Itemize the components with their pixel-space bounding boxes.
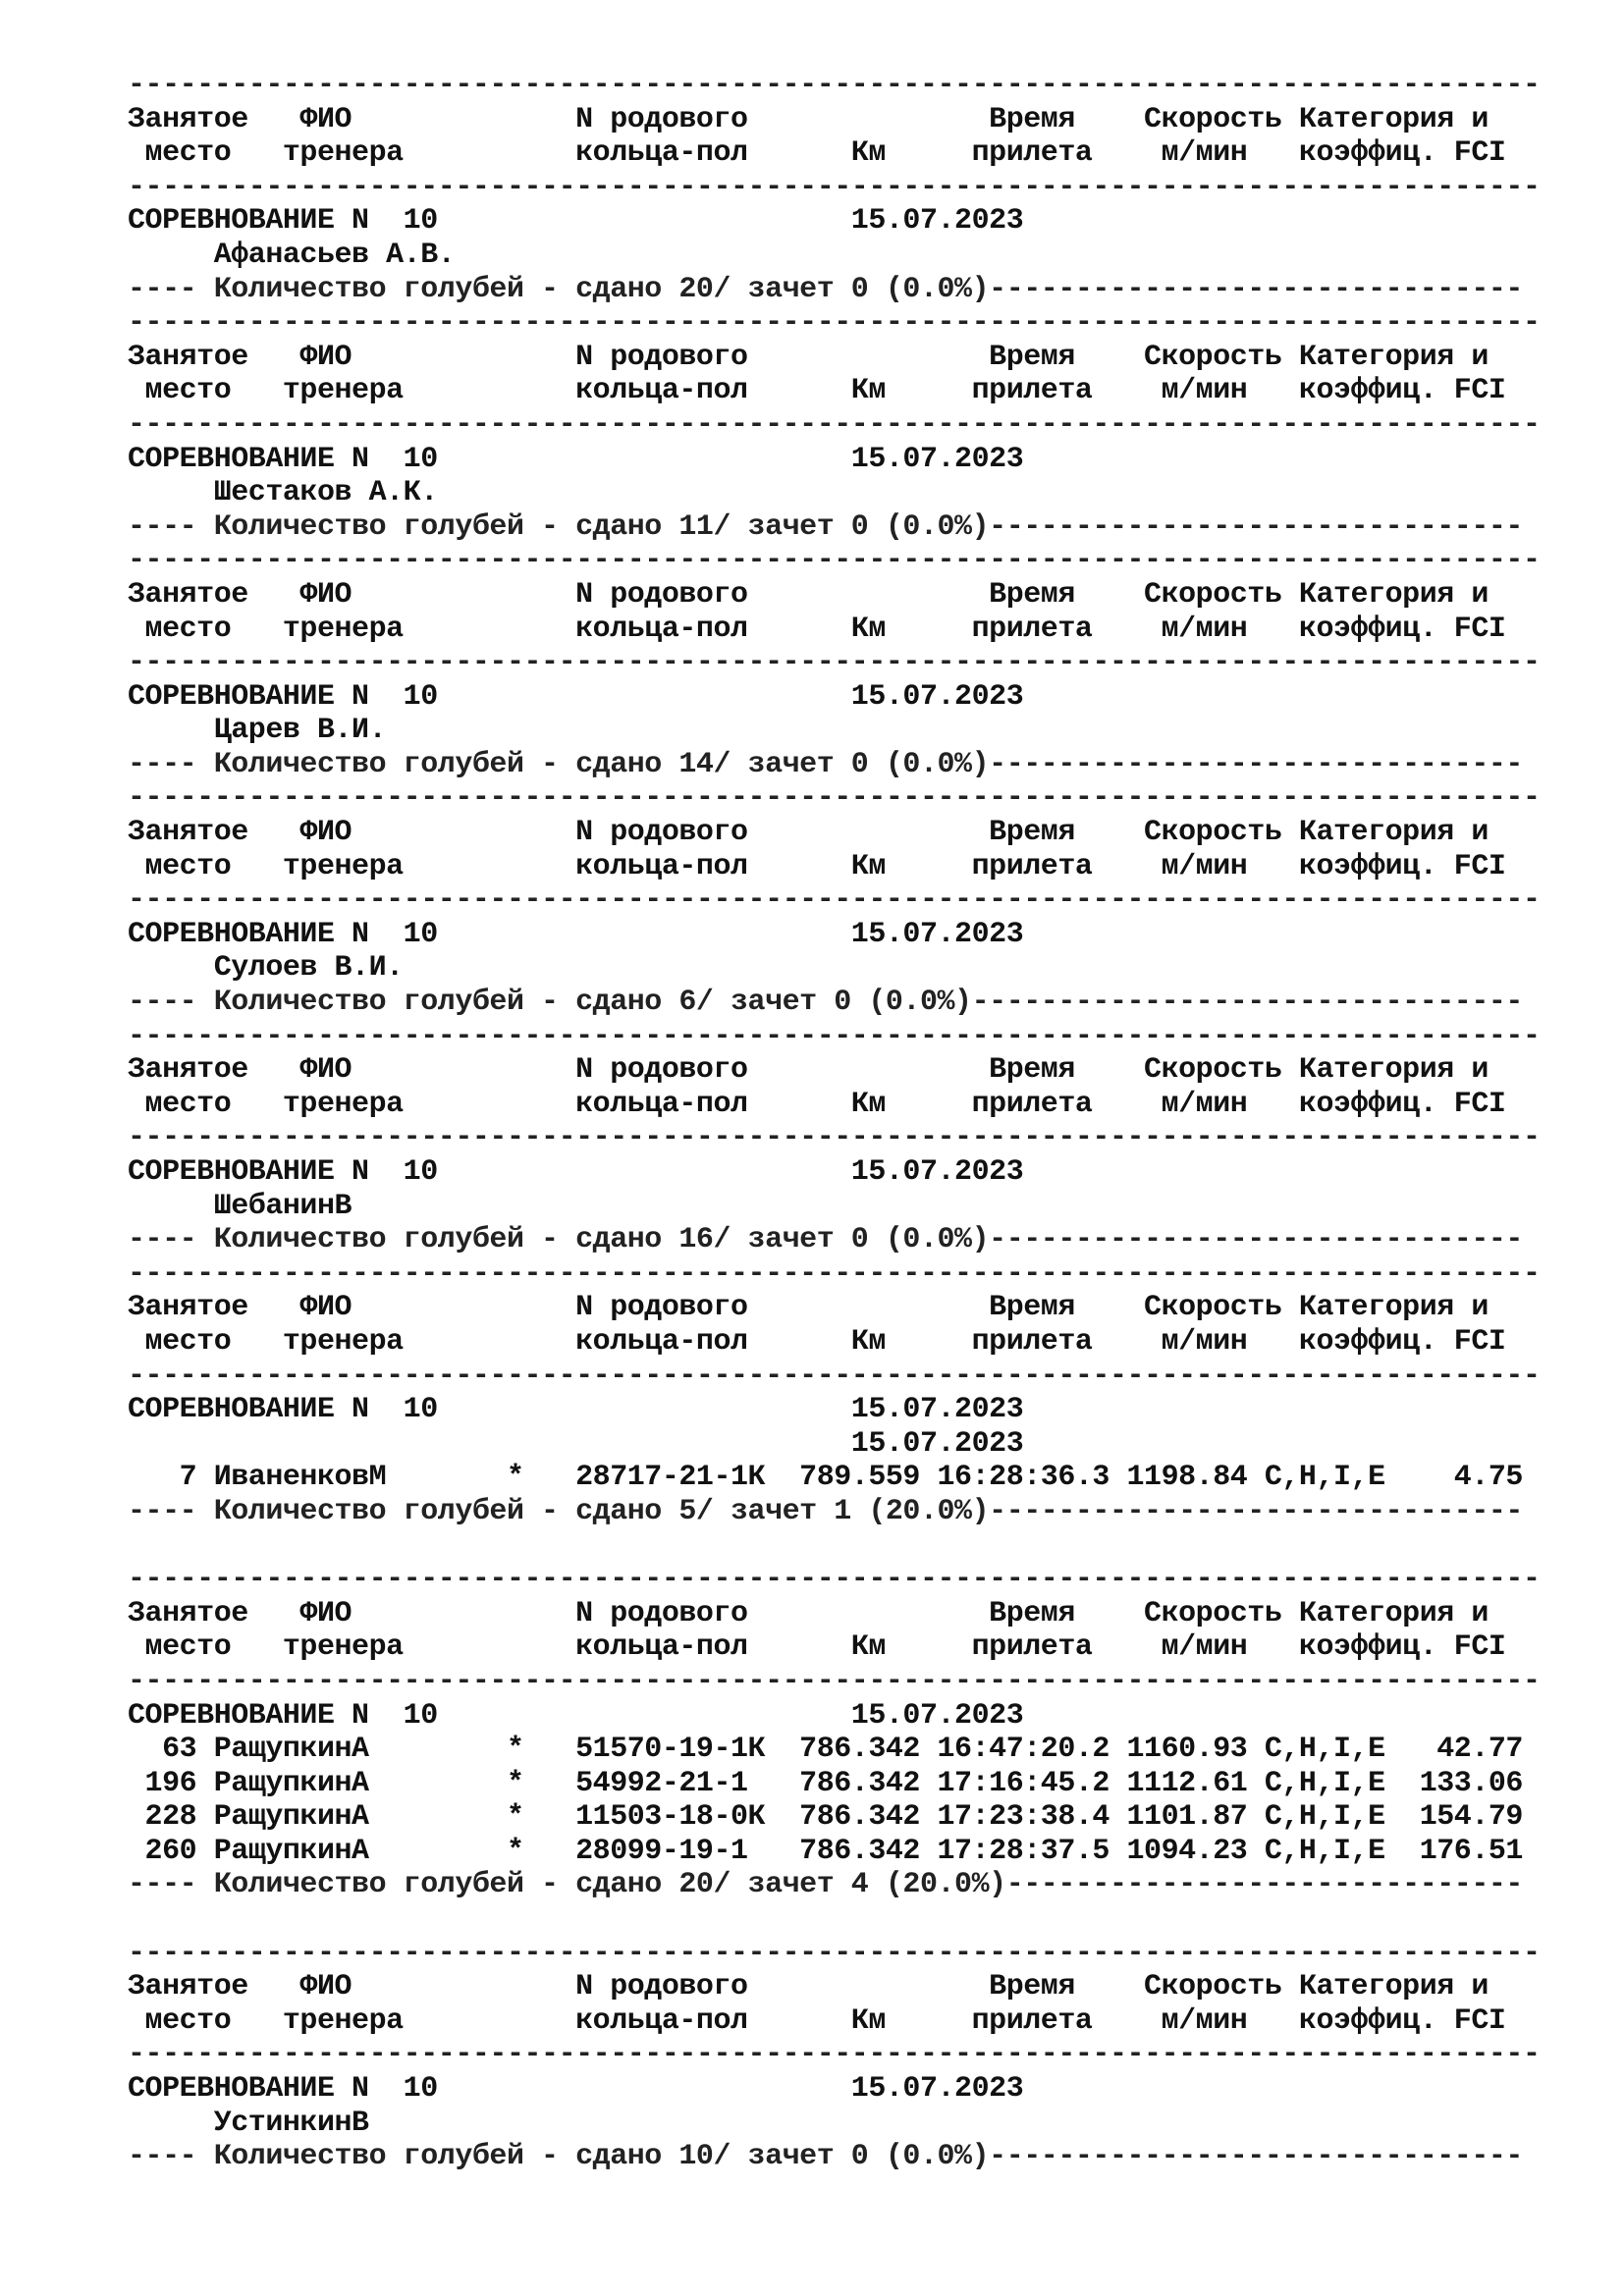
competition-line: СОРЕВНОВАНИЕ N 10 15.07.2023 [128, 679, 1024, 714]
separator-line: ---------------------------------------------------------------------------------- [128, 1664, 1541, 1698]
separator-line: ---------------------------------------------------------------------------------- [128, 781, 1541, 816]
result-row: 260 РащупкинА * 28099-19-1 786.342 17:28:37.5 1094.23 C,H,I,E 176.51 [128, 1834, 1523, 1868]
column-header-line-1: Занятое ФИО N родового Время Скорость Категория и [128, 577, 1489, 612]
result-row: 7 ИваненковМ * 28717-21-1К 789.559 16:28:36.3 1198.84 C,H,I,E 4.75 [128, 1461, 1523, 1495]
separator-line: ---------------------------------------------------------------------------------- [128, 170, 1541, 204]
column-header-line-2: место тренера кольца-пол Км прилета м/мин коэффиц. FCI [128, 2003, 1506, 2038]
summary-line: ---- Количество голубей - сдано 6/ зачет 0 (0.0%)-------------------------------- [128, 986, 1523, 1020]
blank-line [128, 1902, 1541, 1937]
separator-line: ---------------------------------------------------------------------------------- [128, 407, 1541, 442]
separator-line: ---------------------------------------------------------------------------------- [128, 544, 1541, 578]
summary-line: ---- Количество голубей - сдано 10/ зачет 0 (0.0%)------------------------------- [128, 2140, 1523, 2174]
column-header-line-2: место тренера кольца-пол Км прилета м/мин коэффиц. FCI [128, 849, 1506, 883]
competition-line: СОРЕВНОВАНИЕ N 10 15.07.2023 [128, 2072, 1024, 2107]
separator-line: ---------------------------------------------------------------------------------- [128, 1121, 1541, 1155]
column-header-line-1: Занятое ФИО N родового Время Скорость Категория и [128, 1596, 1489, 1630]
summary-line: ---- Количество голубей - сдано 20/ зачет 0 (0.0%)------------------------------- [128, 272, 1523, 306]
trainer-name: Шестаков А.К. [128, 476, 438, 510]
separator-line: ---------------------------------------------------------------------------------- [128, 646, 1541, 680]
trainer-name: Царев В.И. [128, 714, 387, 748]
separator-line: ---------------------------------------------------------------------------------- [128, 1936, 1541, 1970]
column-header-line-2: место тренера кольца-пол Км прилета м/мин коэффиц. FCI [128, 136, 1506, 171]
column-header-line-1: Занятое ФИО N родового Время Скорость Категория и [128, 340, 1489, 374]
result-row: 63 РащупкинА * 51570-19-1К 786.342 16:47:20.2 1160.93 C,H,I,E 42.77 [128, 1733, 1523, 1767]
summary-line: ---- Количество голубей - сдано 5/ зачет 1 (20.0%)------------------------------- [128, 1494, 1523, 1528]
blank-line [128, 1529, 1541, 1564]
trainer-name: УстинкинВ [128, 2106, 369, 2140]
column-header-line-2: место тренера кольца-пол Км прилета м/мин коэффиц. FCI [128, 374, 1506, 408]
separator-line: ---------------------------------------------------------------------------------- [128, 2038, 1541, 2072]
trainer-name: Афанасьев А.В. [128, 238, 456, 272]
summary-line: ---- Количество голубей - сдано 11/ зачет 0 (0.0%)------------------------------- [128, 509, 1523, 544]
column-header-line-1: Занятое ФИО N родового Время Скорость Категория и [128, 102, 1489, 136]
column-header-line-1: Занятое ФИО N родового Время Скорость Категория и [128, 1053, 1489, 1088]
result-row: 196 РащупкинА * 54992-21-1 786.342 17:16:45.2 1112.61 C,H,I,E 133.06 [128, 1766, 1523, 1800]
summary-line: ---- Количество голубей - сдано 16/ зачет 0 (0.0%)------------------------------- [128, 1223, 1523, 1257]
column-header-line-1: Занятое ФИО N родового Время Скорость Категория и [128, 816, 1489, 850]
separator-line: ---------------------------------------------------------------------------------- [128, 69, 1541, 102]
column-header-line-1: Занятое ФИО N родового Время Скорость Категория и [128, 1291, 1489, 1325]
competition-date: 15.07.2023 [128, 1426, 1024, 1461]
column-header-line-2: место тренера кольца-пол Км прилета м/мин коэффиц. FCI [128, 1324, 1506, 1359]
competition-line: СОРЕВНОВАНИЕ N 10 15.07.2023 [128, 1393, 1024, 1427]
separator-line: ---------------------------------------------------------------------------------- [128, 1563, 1541, 1597]
column-header-line-1: Занятое ФИО N родового Время Скорость Категория и [128, 1970, 1489, 2004]
competition-line: СОРЕВНОВАНИЕ N 10 15.07.2023 [128, 1155, 1024, 1189]
separator-line: ---------------------------------------------------------------------------------- [128, 883, 1541, 918]
summary-line: ---- Количество голубей - сдано 20/ зачет 4 (20.0%)------------------------------ [128, 1868, 1523, 1902]
competition-line: СОРЕВНОВАНИЕ N 10 15.07.2023 [128, 917, 1024, 951]
separator-line: ---------------------------------------------------------------------------------- [128, 1359, 1541, 1393]
column-header-line-2: место тренера кольца-пол Км прилета м/мин коэффиц. FCI [128, 612, 1506, 646]
competition-line: СОРЕВНОВАНИЕ N 10 15.07.2023 [128, 1698, 1024, 1733]
summary-line: ---- Количество голубей - сдано 14/ зачет 0 (0.0%)------------------------------- [128, 747, 1523, 781]
result-row: 228 РащупкинА * 11503-18-0К 786.342 17:23:38.4 1101.87 C,H,I,E 154.79 [128, 1800, 1523, 1835]
column-header-line-2: место тренера кольца-пол Км прилета м/мин коэффиц. FCI [128, 1630, 1506, 1665]
results-report [128, 69, 1541, 2174]
trainer-name: Сулоев В.И. [128, 951, 404, 986]
separator-line: ---------------------------------------------------------------------------------- [128, 306, 1541, 341]
separator-line: ---------------------------------------------------------------------------------- [128, 1019, 1541, 1053]
competition-line: СОРЕВНОВАНИЕ N 10 15.07.2023 [128, 442, 1024, 476]
trainer-name: ШебанинВ [128, 1189, 352, 1223]
column-header-line-2: место тренера кольца-пол Км прилета м/мин коэффиц. FCI [128, 1087, 1506, 1121]
separator-line: ---------------------------------------------------------------------------------- [128, 1256, 1541, 1291]
competition-line: СОРЕВНОВАНИЕ N 10 15.07.2023 [128, 204, 1024, 239]
